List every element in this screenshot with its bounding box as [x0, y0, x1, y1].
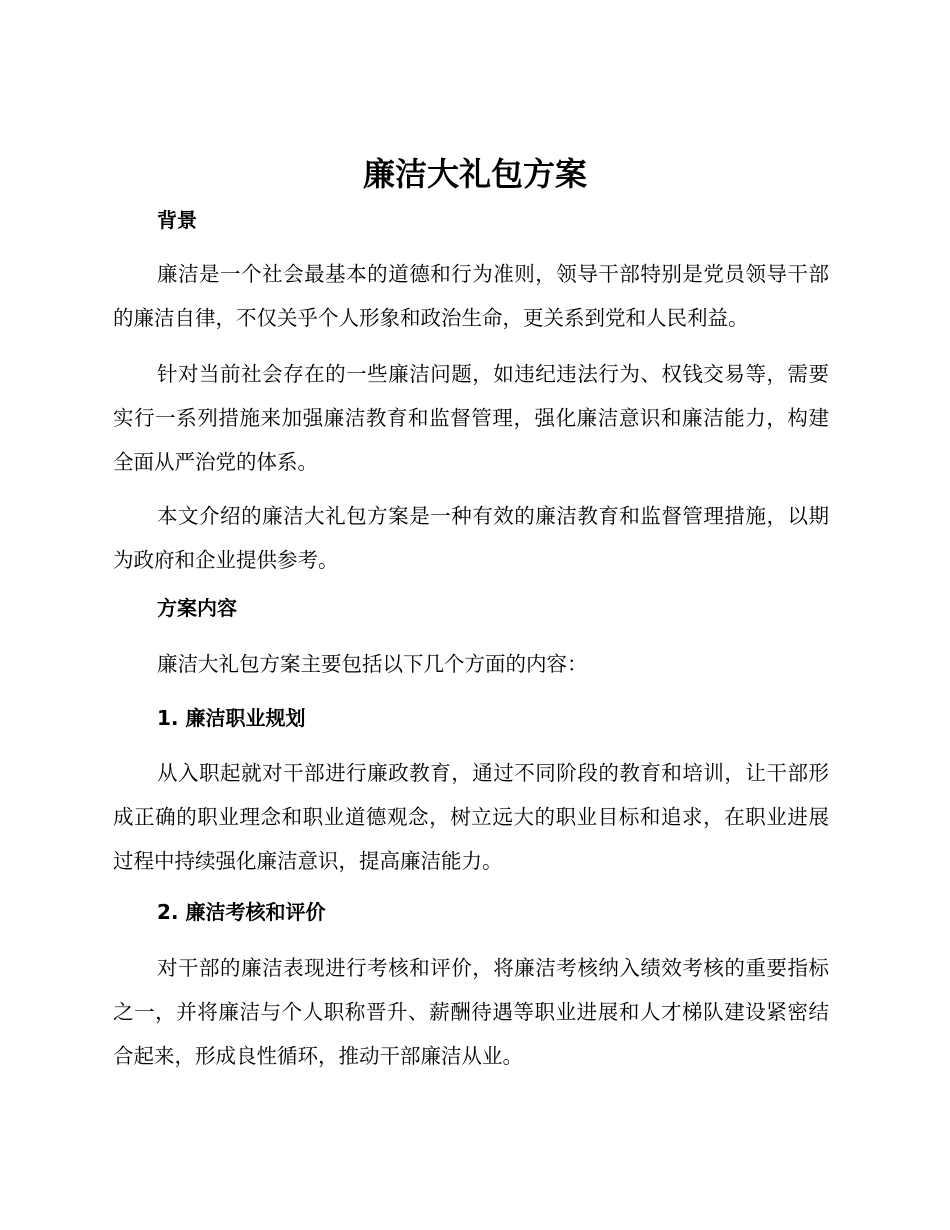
heading-content: 方案内容 [157, 596, 237, 620]
document-title: 廉洁大礼包方案 [362, 155, 587, 193]
paragraph-background-2: 针对当前社会存在的一些廉洁问题，如违纪违法行为、权钱交易等，需要实行一系列措施来加强廉洁教育和监督管理，强化廉洁意识和廉洁能力，构建全面从严治党的体系。 [113, 362, 829, 474]
heading-item-2: 2. 廉洁考核和评价 [157, 900, 326, 924]
paragraph-content-intro: 廉洁大礼包方案主要包括以下几个方面的内容： [157, 652, 588, 676]
heading-background: 背景 [157, 208, 197, 232]
paragraph-background-3: 本文介绍的廉洁大礼包方案是一种有效的廉洁教育和监督管理措施，以期为政府和企业提供参考。 [113, 504, 829, 572]
paragraph-background-1: 廉洁是一个社会最基本的道德和行为准则，领导干部特别是党员领导干部的廉洁自律，不仅关乎个人形象和政治生命，更关系到党和人民利益。 [113, 262, 829, 330]
paragraph-item-2: 对干部的廉洁表现进行考核和评价，将廉洁考核纳入绩效考核的重要指标之一，并将廉洁与个人职称晋升、薪酬待遇等职业进展和人才梯队建设紧密结合起来，形成良性循环，推动干部廉洁从业。 [113, 956, 829, 1068]
heading-item-1: 1. 廉洁职业规划 [157, 706, 306, 730]
paragraph-item-1: 从入职起就对干部进行廉政教育，通过不同阶段的教育和培训，让干部形成正确的职业理念和职业道德观念，树立远大的职业目标和追求，在职业进展过程中持续强化廉洁意识，提高廉洁能力。 [113, 761, 829, 873]
